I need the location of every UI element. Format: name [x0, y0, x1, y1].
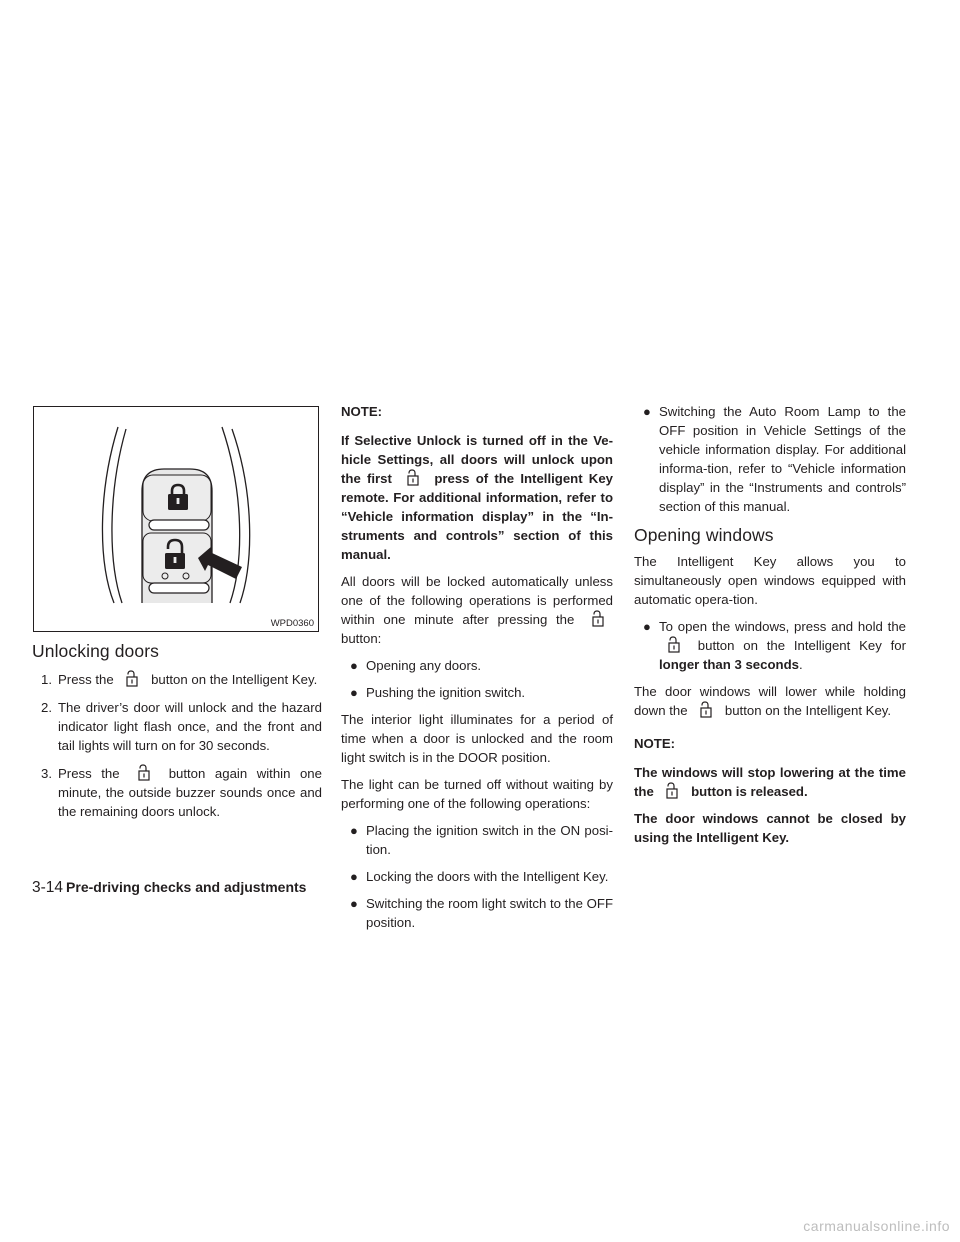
unlock-button-icon	[659, 636, 689, 654]
column-middle	[341, 402, 613, 940]
windows-bullets	[634, 617, 906, 674]
list-item: ● Pushing the ignition switch.	[350, 685, 526, 700]
windows-lower-text: The door windows will lower while holding down the button on the Intelligent Key.	[634, 684, 906, 718]
figure-code: WPD0360	[270, 618, 314, 629]
autolock-intro: All doors will be locked automatically unless one of the following operations is performed within one minute after pressing the button:	[341, 574, 613, 646]
list-item: 1. Press the button on the Intelligent Key.	[41, 672, 318, 687]
bullet-icon: ●	[350, 896, 358, 911]
bullet-icon: ●	[643, 619, 651, 634]
light-off-text: The light can be turned off without waiting by performing one of the following operations:	[341, 777, 613, 811]
unlock-button-icon	[117, 670, 147, 688]
autolock-bullets	[341, 656, 613, 702]
page-footer	[32, 878, 306, 897]
list-item: ● To open the windows, press and hold the button on the Intelligent Key for longer than 3 seconds.	[643, 619, 906, 672]
light-off-bullets	[341, 821, 613, 932]
list-item: 3. Press the button again within one minute, the outside buzzer sounds once and the remaining doors unlock.	[41, 766, 322, 819]
interior-light-text: The interior light illuminates for a period of time when a door is unlocked and the room light switch is in the DOOR position.	[341, 712, 613, 765]
unlock-button-icon	[129, 764, 159, 782]
list-item: 2. The driver’s door will unlock and the hazard indicator light flash once, and the front and tail lights will turn on for 30 seconds.	[41, 700, 322, 753]
column-right	[634, 402, 906, 855]
unlock-button-icon	[691, 701, 721, 719]
note-label: NOTE:	[634, 736, 676, 751]
list-item: ● Opening any doors.	[350, 658, 482, 673]
section-title: Pre-driving checks and adjustments	[66, 879, 307, 895]
intelligent-key-figure	[33, 406, 319, 632]
bullet-icon: ●	[350, 869, 358, 884]
unlock-button-icon	[657, 782, 687, 800]
light-off-bullets-continued	[634, 402, 906, 516]
list-item: ● Switching the Auto Room Lamp to the OFF position in Vehicle Settings of the vehicle information display. For additional informa-tion, refer to “Vehicle information display” in the “Instruments and controls” section of this manual.	[643, 404, 906, 514]
windows-note-text: The windows will stop lowering at the time the button is released.	[634, 765, 906, 799]
bullet-icon: ●	[350, 658, 358, 673]
bullet-icon: ●	[350, 823, 358, 838]
windows-intro: The Intelligent Key allows you to simultaneously open windows equipped with automatic opera-tion.	[634, 554, 906, 607]
bullet-icon: ●	[643, 404, 651, 419]
unlock-button-icon	[398, 469, 428, 487]
bullet-icon: ●	[350, 685, 358, 700]
unlock-button-icon	[583, 610, 613, 628]
unlocking-steps	[32, 670, 322, 821]
watermark: carmanualsonline.info	[803, 1218, 950, 1234]
section-heading-opening-windows: Opening windows	[634, 525, 774, 545]
windows-note-text-2: The door windows cannot be closed by using the Intelligent Key.	[634, 811, 906, 845]
list-item: ● Locking the doors with the Intelligent Key.	[350, 869, 609, 884]
list-item: ● Switching the room light switch to the OFF position.	[350, 896, 613, 930]
intelligent-key-illustration	[34, 407, 318, 631]
section-heading-unlocking-doors: Unlocking doors	[32, 641, 159, 661]
page-number: 3-14	[32, 879, 64, 896]
note-text: If Selective Unlock is turned off in the Ve-hicle Settings, all doors will unlock upon the first press of the Intelligent Key remote. For additional information, refer to “Vehicle information display” in the “In-struments and controls” section of this manual.	[341, 433, 613, 562]
column-left	[32, 402, 322, 830]
list-item: ● Placing the ignition switch in the ON posi-tion.	[350, 823, 613, 857]
note-label: NOTE:	[341, 404, 383, 419]
